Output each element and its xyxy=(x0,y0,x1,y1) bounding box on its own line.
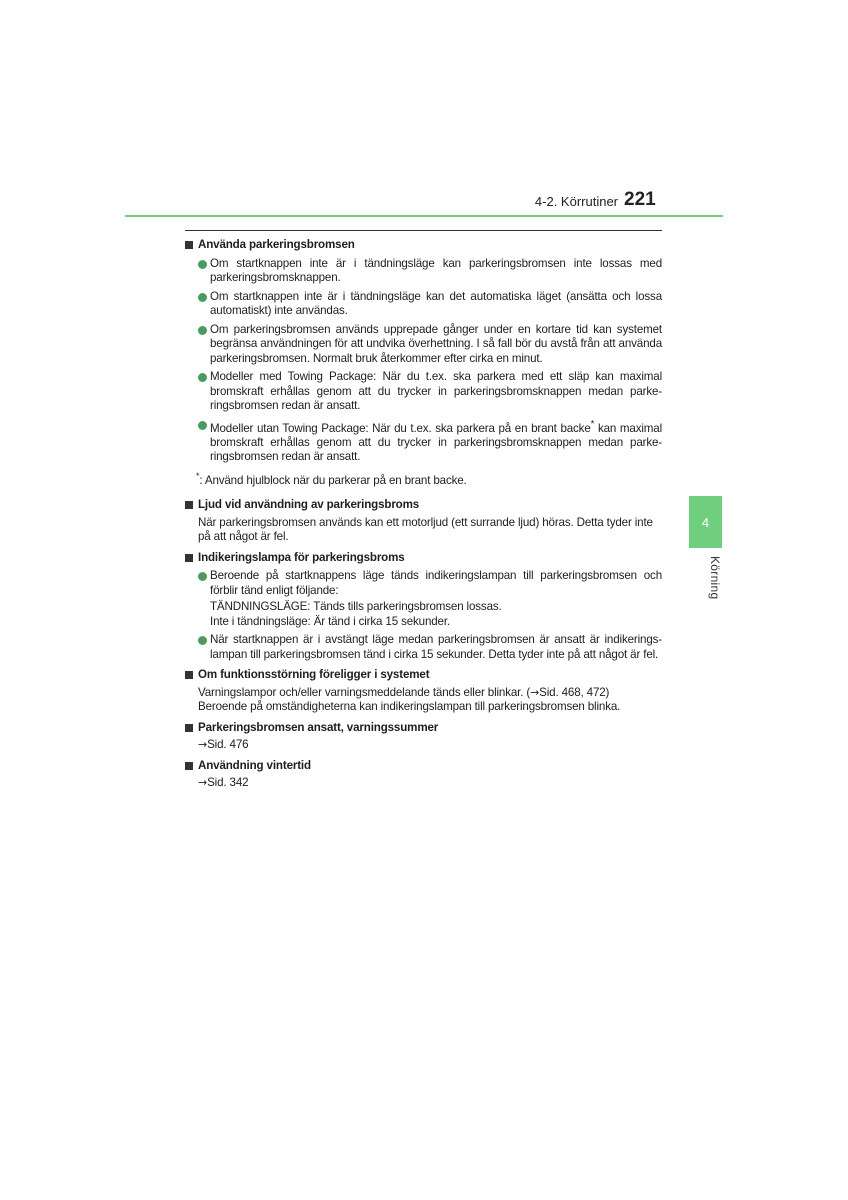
footnote-text: : Använd hjulblock när du parkerar på en brant backe. xyxy=(199,473,467,487)
list-item-text-cont: kan maximal bromskraft erhållas genom att du trycker in parkeringsbromsknappen medan parke-ringsbromsen redan är ansatt. xyxy=(210,421,663,464)
page-reference: Sid. 476 xyxy=(207,738,249,752)
list-item xyxy=(185,418,662,465)
section-heading xyxy=(185,498,662,513)
section-title: Användning vintertid xyxy=(198,758,311,772)
square-bullet-icon xyxy=(185,554,193,562)
list-item-text: Modeller utan Towing Package: När du t.ex. ska parkera på en brant backe xyxy=(210,421,591,435)
list-item-text: När startknappen är i avstängt läge medan parkeringsbromsen är ansatt är indikerings-lampan till parkeringsbromsen tänd i cirka 15 sekunder. Detta tyder inte på att något är fel. xyxy=(210,633,662,661)
header-rule xyxy=(125,215,723,217)
circle-bullet-icon xyxy=(198,636,207,645)
page-reference: Sid. 342 xyxy=(207,776,249,790)
paragraph xyxy=(185,686,662,715)
condition-line: TÄNDNINGSLÄGE: Tänds tills parkeringsbromsen lossas. xyxy=(210,600,502,614)
arrow-right-icon: → xyxy=(530,685,540,699)
condition-line: Inte i tändningsläge: Är tänd i cirka 15 sekunder. xyxy=(210,614,450,628)
section-title: Använda parkeringsbromsen xyxy=(198,238,355,251)
paragraph: När parkeringsbromsen används kan ett motorljud (ett surrande ljud) höras. Detta tyder inte på att något är fel. xyxy=(198,515,653,544)
list-item xyxy=(185,290,662,319)
square-bullet-icon xyxy=(185,671,193,679)
chapter-number: 4 xyxy=(701,514,710,530)
square-bullet-icon xyxy=(185,724,193,732)
footnote xyxy=(185,469,662,488)
content-top-rule xyxy=(185,230,662,231)
section-title: Ljud vid användning av parkeringsbroms xyxy=(198,498,420,512)
square-bullet-icon xyxy=(185,501,193,509)
list-item-text: Beroende på startknappens läge tänds indikeringslampan till parkeringsbromsen och förblir tänd enligt följande: xyxy=(210,569,662,597)
arrow-right-icon: → xyxy=(198,776,208,790)
chapter-label: Körning xyxy=(708,556,722,600)
chapter-tab xyxy=(689,496,722,548)
circle-bullet-icon xyxy=(198,326,207,335)
circle-bullet-icon xyxy=(198,373,207,382)
list-item xyxy=(185,633,662,662)
list-item xyxy=(185,257,662,286)
list-item-text: Om startknappen inte är i tändningsläge kan parkeringsbromsen inte lossas med parkeringsbromsknappen. xyxy=(210,256,662,284)
page-content xyxy=(185,238,662,791)
square-bullet-icon xyxy=(185,241,193,249)
list-item-text: Om parkeringsbromsen används upprepade gånger under en kortare tid kan systemet begränsa användningen för att undvika överhettning. I så fall bör du avstå från att använda parkeringsbromsen. Normalt bruk återkommer efter cirka en minut. xyxy=(210,322,662,365)
section-heading xyxy=(185,238,662,253)
list-item xyxy=(185,370,662,414)
section-heading xyxy=(185,551,662,566)
list-item xyxy=(185,569,662,598)
page-reference: Sid. 468, 472) xyxy=(539,685,610,699)
section-heading xyxy=(185,668,662,683)
section-heading xyxy=(185,721,662,736)
footnote-marker: * xyxy=(196,470,200,481)
section-title: Parkeringsbromsen ansatt, varningssummer xyxy=(198,720,439,734)
paragraph xyxy=(185,776,662,791)
list-item-text: Modeller med Towing Package: När du t.ex. ska parkera med ett släp kan maximal bromskraft erhållas genom att du trycker in parkeringsbromsknappen medan parke-ringsbromsen redan är ansatt. xyxy=(210,370,662,412)
paragraph-text: Varningslampor och/eller varningsmeddelande tänds eller blinkar. ( xyxy=(198,685,531,699)
circle-bullet-icon xyxy=(198,293,207,302)
circle-bullet-icon xyxy=(198,421,207,430)
section-title: Indikeringslampa för parkeringsbroms xyxy=(198,550,405,564)
paragraph xyxy=(185,738,662,753)
circle-bullet-icon xyxy=(198,572,207,581)
paragraph-text: Beroende på omständigheterna kan indikeringslampan till parkeringsbromsen blinka. xyxy=(198,700,621,714)
circle-bullet-icon xyxy=(198,260,207,269)
section-title: Om funktionsstörning föreligger i systemet xyxy=(198,668,430,682)
section-header-title: 4-2. Körrutiner xyxy=(534,194,618,209)
footnote-marker: * xyxy=(590,418,595,430)
arrow-right-icon: → xyxy=(198,738,208,752)
page-number: 221 xyxy=(624,189,656,210)
list-item xyxy=(185,323,662,367)
section-heading xyxy=(185,759,662,774)
list-item-text: Om startknappen inte är i tändningsläge kan det automatiska läget (ansätta och lossa automatiskt) inte användas. xyxy=(210,289,662,317)
square-bullet-icon xyxy=(185,762,193,770)
sub-paragraph xyxy=(185,600,662,629)
